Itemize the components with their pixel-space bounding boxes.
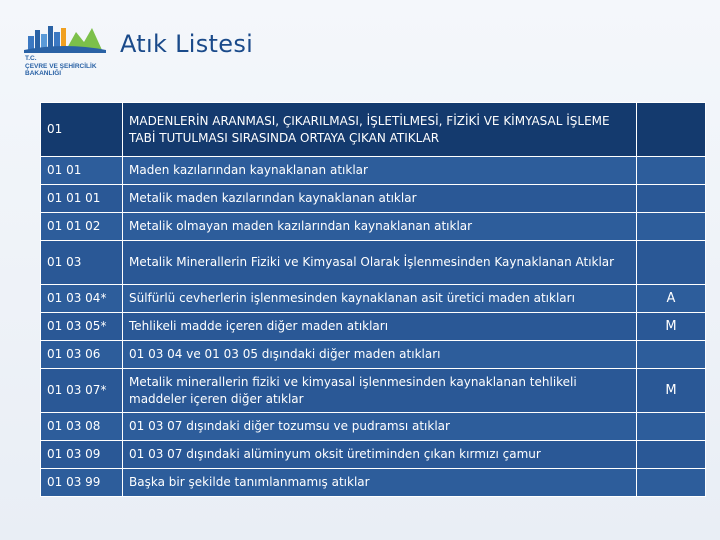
flag-cell: M xyxy=(637,313,706,341)
flag-cell xyxy=(637,469,706,497)
table-row xyxy=(41,185,706,213)
code-cell: 01 03 06 xyxy=(41,341,123,369)
flag-cell: M xyxy=(637,369,706,413)
ministry-logo-icon xyxy=(22,22,108,54)
table-row xyxy=(41,341,706,369)
code-cell: 01 01 01 xyxy=(41,185,123,213)
table-row xyxy=(41,441,706,469)
table-header-row xyxy=(41,103,706,157)
flag-cell xyxy=(637,185,706,213)
desc-cell: 01 03 07 dışındaki diğer tozumsu ve pudramsı atıklar xyxy=(123,413,637,441)
flag-cell xyxy=(637,341,706,369)
code-cell: 01 03 xyxy=(41,241,123,285)
code-cell: 01 03 99 xyxy=(41,469,123,497)
code-cell: 01 03 09 xyxy=(41,441,123,469)
waste-list-table xyxy=(40,102,705,497)
flag-cell: A xyxy=(637,285,706,313)
flag-cell xyxy=(637,157,706,185)
table-row xyxy=(41,413,706,441)
table-row xyxy=(41,157,706,185)
desc-cell: Maden kazılarından kaynaklanan atıklar xyxy=(123,157,637,185)
header-flag-cell xyxy=(637,103,706,157)
code-cell: 01 01 xyxy=(41,157,123,185)
desc-cell: Metalik maden kazılarından kaynaklanan atıklar xyxy=(123,185,637,213)
flag-cell xyxy=(637,241,706,285)
flag-cell xyxy=(637,213,706,241)
table-row xyxy=(41,213,706,241)
code-cell: 01 01 02 xyxy=(41,213,123,241)
desc-cell: Metalik minerallerin fiziki ve kimyasal işlenmesinden kaynaklanan tehlikeli maddeler içeren diğer atıklar xyxy=(123,369,637,413)
page-title: Atık Listesi xyxy=(120,30,254,58)
desc-cell: Tehlikeli madde içeren diğer maden atıkları xyxy=(123,313,637,341)
desc-cell: Başka bir şekilde tanımlanmamış atıklar xyxy=(123,469,637,497)
code-cell: 01 03 04* xyxy=(41,285,123,313)
desc-cell: 01 03 04 ve 01 03 05 dışındaki diğer maden atıkları xyxy=(123,341,637,369)
desc-cell: Metalik Minerallerin Fiziki ve Kimyasal Olarak İşlenmesinden Kaynaklanan Atıklar xyxy=(123,241,637,285)
table-row xyxy=(41,285,706,313)
table-row xyxy=(41,469,706,497)
desc-cell: Sülfürlü cevherlerin işlenmesinden kaynaklanan asit üretici maden atıkları xyxy=(123,285,637,313)
code-cell: 01 03 07* xyxy=(41,369,123,413)
header-code-cell: 01 xyxy=(41,103,123,157)
desc-cell: 01 03 07 dışındaki alüminyum oksit üretiminden çıkan kırmızı çamur xyxy=(123,441,637,469)
table-row xyxy=(41,313,706,341)
flag-cell xyxy=(637,413,706,441)
flag-cell xyxy=(637,441,706,469)
code-cell: 01 03 05* xyxy=(41,313,123,341)
ministry-logo-text: T.C. ÇEVRE VE ŞEHİRCİLİK BAKANLIĞI xyxy=(25,55,97,77)
header-desc-cell: MADENLERİN ARANMASI, ÇIKARILMASI, İŞLETİLMESİ, FİZİKİ VE KİMYASAL İŞLEME TABİ TUTULMASI SIRASINDA ORTAYA ÇIKAN ATIKLAR xyxy=(123,103,637,157)
code-cell: 01 03 08 xyxy=(41,413,123,441)
slide-header xyxy=(0,0,720,100)
desc-cell: Metalik olmayan maden kazılarından kaynaklanan atıklar xyxy=(123,213,637,241)
ministry-logo xyxy=(22,22,112,82)
table-row xyxy=(41,241,706,285)
table-row xyxy=(41,369,706,413)
